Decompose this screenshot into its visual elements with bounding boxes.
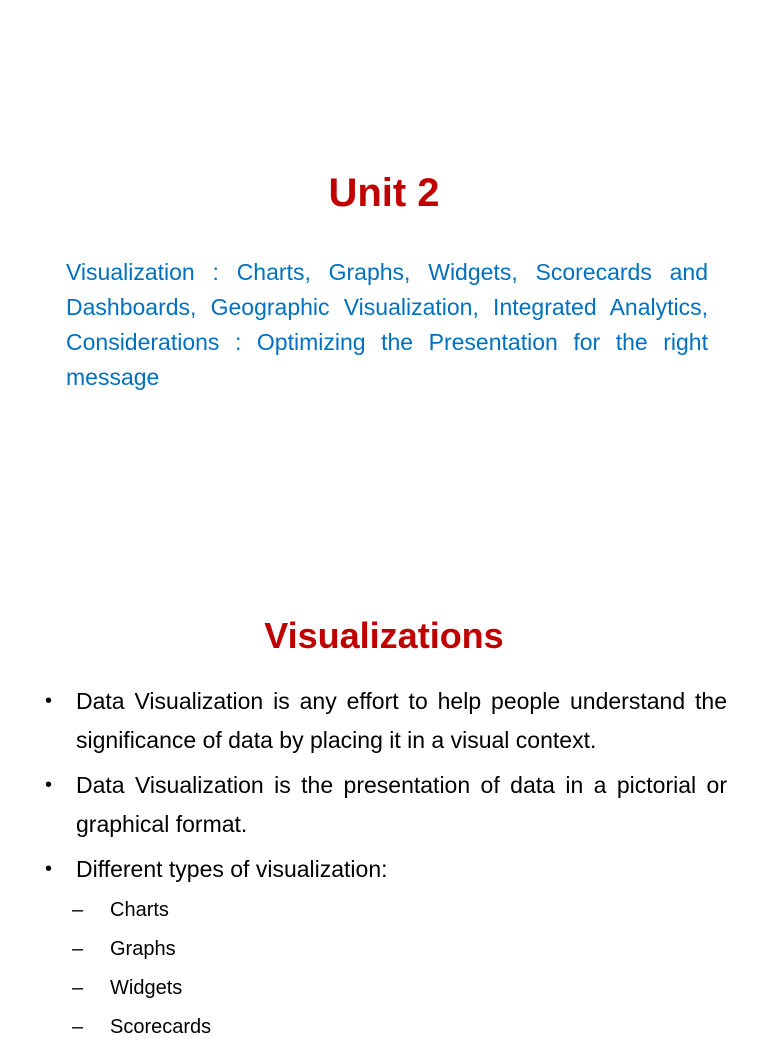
unit-subtitle: Visualization : Charts, Graphs, Widgets, Scorecards and Dashboards, Geographic Visualization, Integrated Analytics, Considerations : Optimizing the Presentation for the right message (66, 259, 708, 390)
dash-icon: – (72, 938, 84, 960)
bullet-icon: • (45, 774, 53, 796)
slide-visualizations (0, 560, 768, 1038)
bullet-text: Data Visualization is the presentation of data in a pictorial or graphical format. (76, 772, 727, 837)
dash-icon: – (72, 1016, 84, 1038)
unit-title: Unit 2 (328, 171, 440, 215)
sub-bullet-text: Charts (110, 899, 169, 921)
bullet-text: Data Visualization is any effort to help people understand the significance of data by placing it in a visual context. (76, 688, 727, 753)
sub-bullet-text: Widgets (110, 977, 183, 999)
bullet-icon: • (45, 690, 53, 712)
bullet-text: Different types of visualization: (76, 856, 388, 882)
sub-bullet-item (72, 969, 727, 1008)
section-title: Visualizations (264, 615, 504, 656)
dash-icon: – (72, 977, 84, 999)
bullet-item (45, 682, 727, 760)
sub-bullet-text: Graphs (110, 938, 176, 960)
sub-bullet-text: Scorecards (110, 1016, 212, 1038)
dash-icon: – (72, 899, 84, 921)
bullet-item (45, 766, 727, 844)
bullet-list (0, 682, 768, 1053)
sub-bullet-item (72, 1008, 727, 1047)
bullet-icon: • (45, 858, 53, 880)
sub-bullet-item (72, 891, 727, 930)
bullet-item (45, 850, 727, 1047)
sub-bullet-item (72, 930, 727, 969)
